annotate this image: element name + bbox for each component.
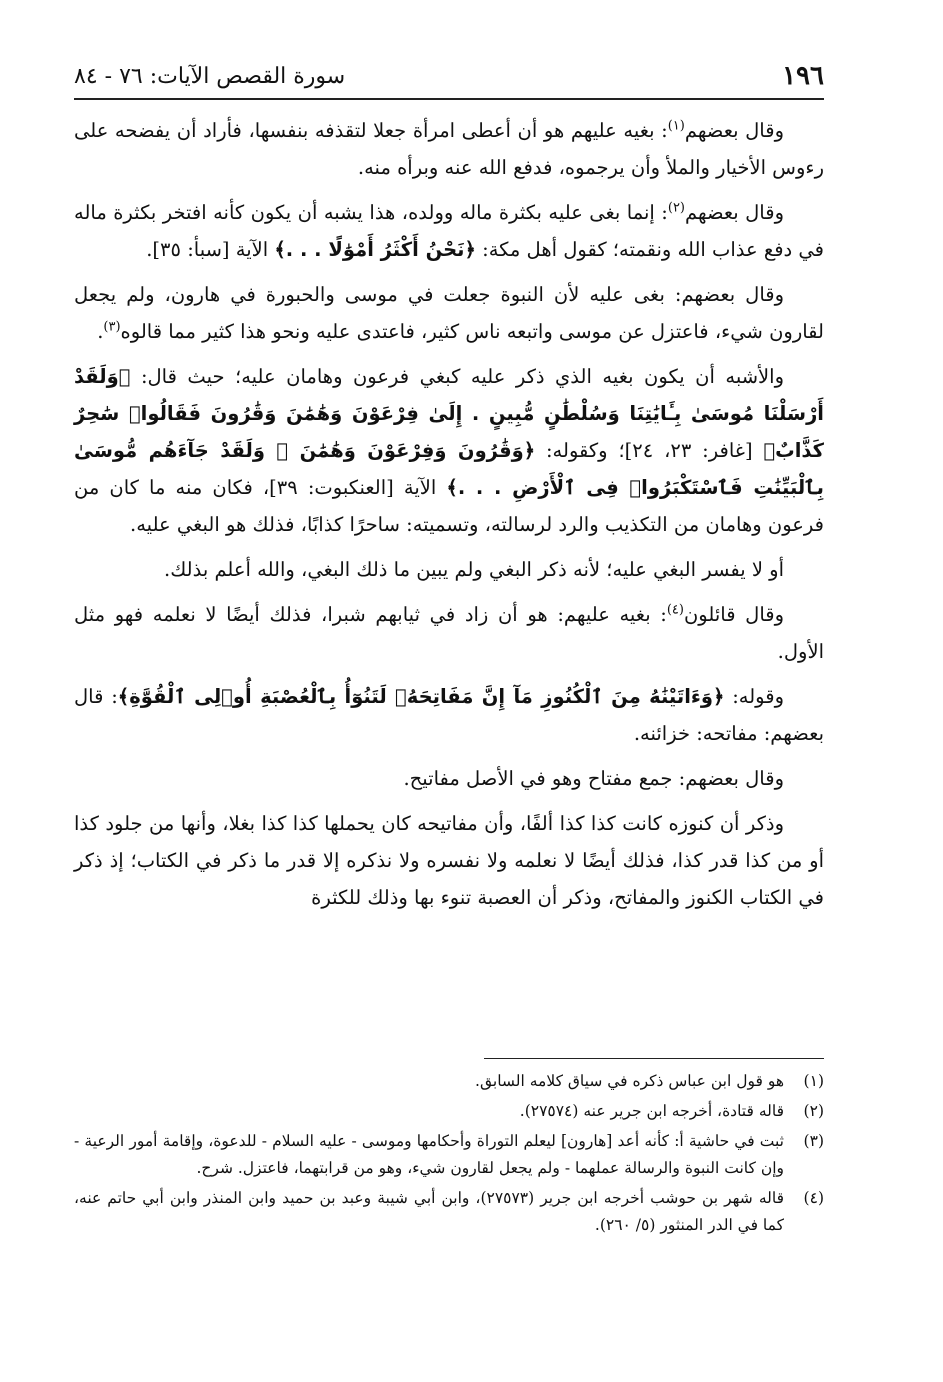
footnote-number: (٢) <box>803 1102 824 1120</box>
footnote <box>74 1185 824 1239</box>
footnote-text: قاله شهر بن حوشب أخرجه ابن جرير (٢٧٥٧٣)، وابن أبي شيبة وعبد بن حميد وابن المنذر وابن أبي حاتم عنه، كما في الدر المنثور (٥/ ٢٦٠). <box>74 1189 784 1234</box>
paragraph-text: الآية [سبأ: ٣٥]. <box>146 238 275 261</box>
paragraph-text: : إنما بغى عليه بكثرة ماله وولده، هذا يشبه أن يكون كأنه افتخر بكثرة ماله في دفع عذاب الله ونقمته؛ كقول أهل مكة: <box>74 201 824 261</box>
paragraph <box>74 678 824 752</box>
page-header <box>74 56 824 96</box>
page-number: ١٩٦ <box>782 61 824 91</box>
paragraph-text: وقال بعضهم: جمع مفتاح وهو في الأصل مفاتيح. <box>403 767 784 790</box>
footnote-ref: (١) <box>667 118 685 134</box>
footnote-text: قاله قتادة، أخرجه ابن جرير عنه (٢٧٥٧٤). <box>519 1102 784 1120</box>
paragraph-text: وقوله: <box>724 685 784 708</box>
paragraph-text: . <box>97 320 104 343</box>
running-title: سورة القصص الآيات: ٧٦ - ٨٤ <box>74 63 346 89</box>
footnotes <box>74 1068 824 1242</box>
footnote-number: (١) <box>803 1072 824 1090</box>
paragraph-text: أو لا يفسر البغي عليه؛ لأنه ذكر البغي ولم يبين ما ذلك البغي، والله أعلم بذلك. <box>164 558 784 581</box>
footnote-number: (٣) <box>803 1132 824 1150</box>
quran-quote: ﴿وَلَقَدْ أَرْسَلْنَا مُوسَىٰ بِـَٔايَٰتِنَا وَسُلْطَٰنٍ مُّبِينٍ . إِلَىٰ فِرْعَوْنَ وَهَٰمَٰنَ وَقَٰرُونَ فَقَالُوا۟ سَٰحِرٌ كَذَّابٌ﴾ <box>74 365 825 462</box>
quran-quote: ﴿نَحْنُ أَكْثَرُ أَمْوَٰلًا . . .﴾ <box>274 238 476 261</box>
footnote-ref: (٣) <box>103 319 121 335</box>
paragraph-text: والأشبه أن يكون بغيه الذي ذكر عليه كبغي فرعون وهامان عليه؛ حيث قال: <box>130 365 784 388</box>
footnote-number: (٤) <box>803 1189 824 1207</box>
paragraph-text: وقال بعضهم: بغى عليه لأن النبوة جعلت في موسى والحبورة في هارون، ولم يجعل لقارون شيء، فاعتزل عن موسى واتبعه ناس كثير، فاعتدى عليه ونحو هذا كثير مما قالوه <box>74 283 824 343</box>
paragraph <box>74 276 824 350</box>
footnote-text: هو قول ابن عباس ذكره في سياق كلامه السابق. <box>475 1072 784 1090</box>
paragraph-text: الآية [العنكبوت: ٣٩]، فكان منه ما كان من فرعون وهامان من التكذيب والرد لرسالته، وتسميته: ساحرًا كذابًا، فذلك هو البغي عليه. <box>74 476 824 536</box>
paragraph <box>74 112 824 186</box>
paragraph-text: : بغيه عليهم: هو أن زاد في ثيابهم شبرا، فذلك أيضًا لا نعلمه فهو مثل الأول. <box>74 603 824 663</box>
paragraph-text: وذكر أن كنوزه كانت كذا كذا ألفًا، وأن مفاتيحه كان يحملها كذا كذا بغلا، وأنها من جلود كذا أو من كذا قدر كذا، فذلك أيضًا لا نعلمه ولا نفسره ولا نذكره إلا قدر ما ذكر في الكتاب؛ إذ ذكر في الكتاب الكنوز والمفاتح، وذكر أن العصبة تنوء بها وذلك للكثرة <box>74 812 824 909</box>
footnote-ref: (٤) <box>666 602 684 618</box>
paragraph-text: [غافر: ٢٣، ٢٤]؛ وكقوله: <box>535 439 764 462</box>
paragraph <box>74 194 824 268</box>
paragraph-text: وقال بعضهم <box>684 119 784 142</box>
quran-quote: ﴿وَقَٰرُونَ وَفِرْعَوْنَ وَهَٰمَٰنَ ۖ وَلَقَدْ جَآءَهُم مُّوسَىٰ بِٱلْبَيِّنَٰتِ فَٱسْتَكْبَرُوا۟ فِى ٱلْأَرْضِ . . .﴾ <box>74 439 824 499</box>
footnote-text: ثبت في حاشية أ: كأنه أعد [هارون] ليعلم التوراة وأحكامها وموسى - عليه السلام - للدعوة، وإقامة أمور الرعية - وإن كانت النبوة والرسالة عملهما - ولم يجعل لقارون شيء، وهو من قرابتهما، فاعتزل. شرح. <box>74 1132 784 1177</box>
footnote <box>74 1098 824 1125</box>
quran-quote: ﴿وَءَاتَيْنَٰهُ مِنَ ٱلْكُنُوزِ مَآ إِنَّ مَفَاتِحَهُۥ لَتَنُوٓأُ بِٱلْعُصْبَةِ أُو۟لِى ٱلْقُوَّةِ﴾ <box>117 685 725 708</box>
paragraph <box>74 358 824 543</box>
paragraph-text: : قال بعضهم: مفاتحه: خزائنه. <box>74 685 824 745</box>
paragraph-text: وقال بعضهم <box>685 201 784 224</box>
paragraph <box>74 760 824 797</box>
footnote-ref: (٢) <box>667 200 685 216</box>
paragraph <box>74 551 824 588</box>
footnote-separator <box>484 1058 824 1059</box>
paragraph-text: : بغيه عليهم هو أن أعطى امرأة جعلا لتقذفه بنفسها، فأراد أن يفضحه على رءوس الأخيار والملأ وأن يرجموه، فدفع الله عنه وبرأه منه. <box>74 119 824 179</box>
paragraph-text: وقال قائلون <box>683 603 785 626</box>
footnote <box>74 1128 824 1182</box>
paragraph <box>74 805 824 916</box>
main-text <box>74 112 824 924</box>
footnote <box>74 1068 824 1095</box>
paragraph <box>74 596 824 670</box>
header-rule <box>74 98 824 100</box>
